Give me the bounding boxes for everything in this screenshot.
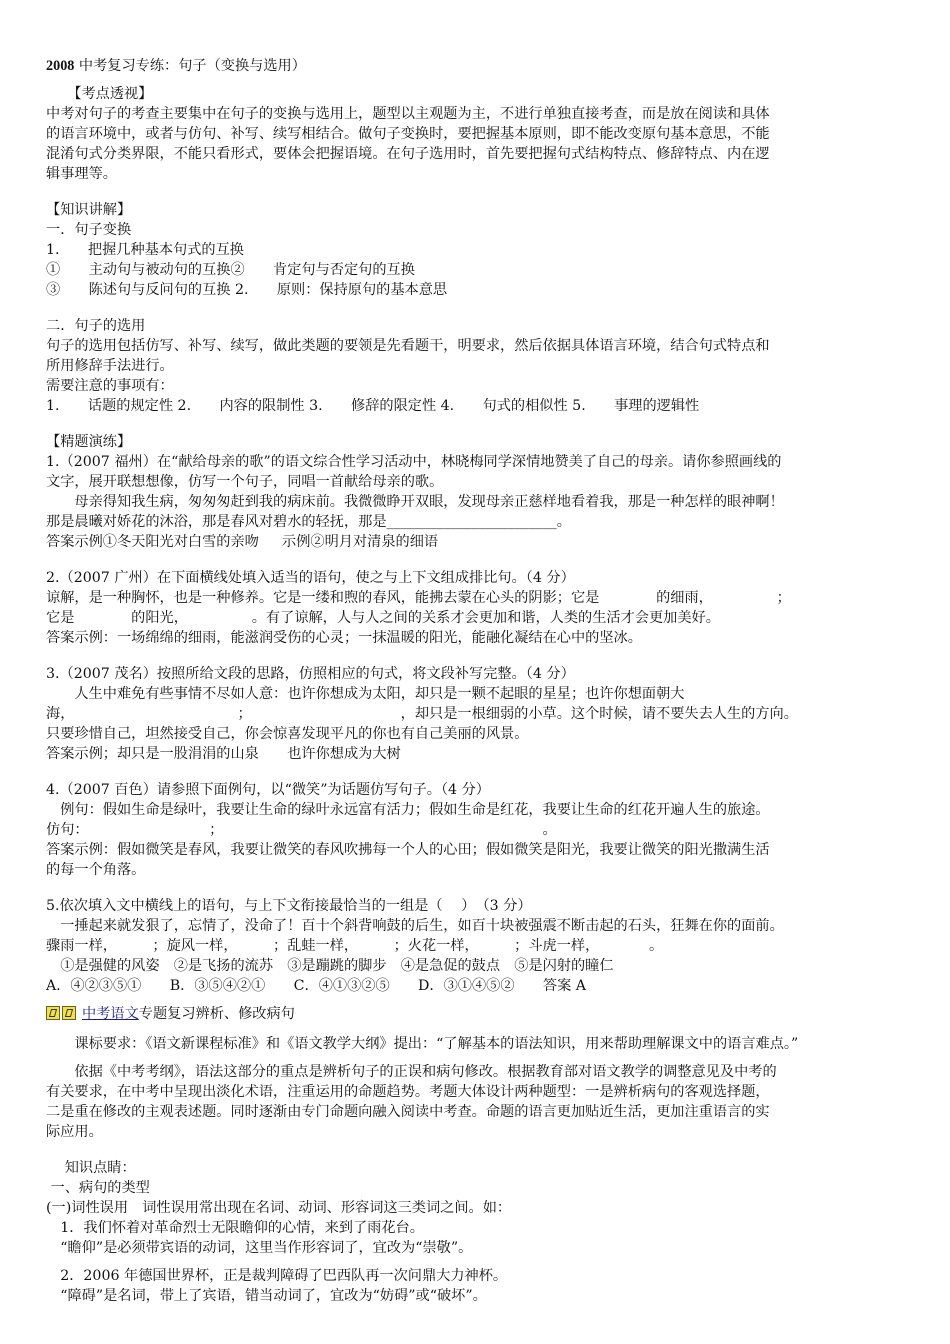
question-1-line: 母亲得知我生病，匆匆匆赶到我的病床前。我微微睁开双眼，发现母亲正慈样地看着我，那是一种怎样的眼神啊！	[46, 494, 784, 510]
question-2-line: 它是 的阳光， 。有了谅解，人与人之间的关系才会更加和谐，人类的生活才会更加美好。	[46, 610, 720, 626]
pencil-icon	[62, 1006, 76, 1020]
bingju-heading	[46, 1004, 908, 1026]
title-text: 中考复习专练：句子（变换与选用）	[78, 58, 306, 74]
title-year: 2008	[46, 58, 75, 74]
yiju-line: 二是重在修改的主观表述题。同时逐渐由专门命题向融入阅读中考查。命题的语言更加贴近生活，更加注重语言的实	[46, 1104, 770, 1120]
question-3-line: 人生中难免有些事情不尽如人意：也许你想成为太阳，却只是一颗不起眼的星星；也许你想面朝大	[46, 686, 685, 702]
yiju-line: 依据《中考考纲》，语法这部分的重点是辨析句子的正误和病句修改。根据教育部对语文教学的调整意见及中考的	[46, 1064, 777, 1080]
dianjing-line: (一)词性误用 词性误用常出现在名词、动词、形容词这三类词之间。如：	[46, 1200, 512, 1216]
yiju-line: 有关要求，在中考中呈现出淡化术语，注重运用的命题趋势。考题大体设计两种题型：一是辨析病句的客观选择题，	[46, 1084, 770, 1100]
kaodian-line: 的语言环境中，或者与仿句、补写、续写相结合。做句子变换时，要把握基本原则，即不能改变原句基本意思，不能	[46, 126, 770, 142]
dianjing-line: 知识点睛：	[46, 1160, 136, 1176]
kaodian-line: 辑事理等。	[46, 166, 117, 182]
question-5-line: 骤雨一样， ；旋风一样， ；乱蛙一样， ；火花一样， ；斗虎一样， 。	[46, 938, 664, 954]
question-2-line: 2.（2007 广州）在下面横线处填入适当的语句，使之与上下文组成排比句。（4 分）	[46, 570, 575, 586]
pencil-icon	[46, 1006, 60, 1020]
example-2-line: 2．2006 年德国世界杯，正是裁判障碍了巴西队再一次问鼎大力神杯。	[46, 1268, 508, 1284]
question-5-options: ①是强健的风姿 ②是飞扬的流苏 ③是蹦跳的脚步 ④是急促的鼓点 ⑤是闪射的瞳仁	[46, 958, 614, 974]
question-2-answer: 答案示例：一场绵绵的细雨，能滋润受伤的心灵；一抹温暖的阳光，能融化凝结在心中的坚冰。	[46, 630, 642, 646]
question-4-line: 例句：假如生命是绿叶，我要让生命的绿叶永远富有活力；假如生命是红花，我要让生命的红花开遍人生的旅途。	[46, 802, 770, 818]
bingju-heading-text: 专题复习辨析、修改病句	[138, 1006, 295, 1022]
question-1-line: 文字，展开联想想像，仿写一个句子，同唱一首献给母亲的歌。	[46, 474, 444, 490]
question-3-line: 海， ； ，却只是一根细弱的小草。这个时候，请不要失去人生的方向。	[46, 706, 798, 722]
dianjing-line: 一、病句的类型	[46, 1180, 150, 1196]
question-5-choices: A．④②③⑤① B．③⑤④②① C．④①③②⑤ D．③①④⑤② 答案 A	[46, 978, 587, 994]
yiju-line: 际应用。	[46, 1124, 103, 1140]
question-4-line: 4.（2007 百色）请参照下面例句，以“微笑”为话题仿写句子。（4 分）	[46, 782, 490, 798]
xuanyong-line: 1. 话题的规定性 2. 内容的限制性 3. 修辞的限定性 4. 句式的相似性 5. 事理的逻辑性	[46, 398, 700, 414]
question-1-line: 那是晨曦对娇花的沐浴，那是春风对碧水的轻抚，那是________________________。	[46, 514, 571, 530]
dianjing-line: “瞻仰”是必须带宾语的动词，这里当作形容词了，宜改为“崇敬”。	[46, 1240, 473, 1256]
question-5-line: 一捶起来就发狠了，忘情了，没命了！百十个斜背响鼓的后生，如百十块被强震不断击起的石头，狂舞在你的面前。	[46, 918, 784, 934]
xuanyong-line: 二．句子的选用	[46, 318, 146, 334]
edit-icon-pair	[46, 1006, 78, 1026]
question-3-line: 只要珍惜自己，坦然接受自己，你会惊喜发现平凡的你也有自己美丽的风景。	[46, 726, 529, 742]
zhishi-heading: 【知识讲解】	[46, 202, 132, 218]
kaodian-line: 混淆句式分类界限，不能只看形式，要体会把握语境。在句子选用时，首先要把握句式结构特点、修辞特点、内在逻	[46, 146, 770, 162]
jingti-heading: 【精题演练】	[46, 434, 132, 450]
question-3-line: 3.（2007 茂名）按照所给文段的思路，仿照相应的句式，将文段补写完整。（4 分）	[46, 666, 575, 682]
question-3-answer: 答案示例；却只是一股涓涓的山泉 也许你想成为大树	[46, 746, 401, 762]
bianhuan-line: 1. 把握几种基本句式的互换	[46, 242, 244, 258]
kaodian-line: 中考对句子的考查主要集中在句子的变换与选用上，题型以主观题为主，不进行单独直接考查，而是放在阅读和具体	[46, 106, 770, 122]
kebiao-line: 课标要求：《语文新课程标准》和《语文教学大纲》提出：“了解基本的语法知识，用来帮助理解课文中的语言难点。”	[46, 1036, 799, 1052]
question-4-answer: 的每一个角落。	[46, 862, 146, 878]
doc-title	[46, 56, 908, 76]
zhongkao-yuwen-link[interactable]: 中考语文	[82, 1006, 139, 1022]
kaodian-heading: 【考点透视】	[46, 86, 153, 102]
dianjing-line: 1．我们怀着对革命烈士无限瞻仰的心情，来到了雨花台。	[46, 1220, 424, 1236]
question-2-line: 谅解，是一种胸怀，也是一种修养。它是一缕和煦的春风，能拂去蒙在心头的阴影；它是 的细雨， ；	[46, 590, 791, 606]
question-1-line: 1.（2007 福州）在“献给母亲的歌”的语文综合性学习活动中，林晓梅同学深情地赞美了自己的母亲。请你参照画线的	[46, 454, 782, 470]
bianhuan-line: ① 主动句与被动句的互换② 肯定句与否定句的互换	[46, 262, 415, 278]
xuanyong-line: 句子的选用包括仿写、补写、续写，做此类题的要领是先看题干，明要求，然后依据具体语言环境，结合句式特点和	[46, 338, 770, 354]
question-4-line: 仿句： ； 。	[46, 822, 557, 838]
example-2-line: “障碍”是名词，带上了宾语，错当动词了，宜改为“妨碍”或“破坏”。	[46, 1288, 487, 1304]
document-page	[46, 56, 908, 1306]
bianhuan-line: ③ 陈述句与反问句的互换 2. 原则：保持原句的基本意思	[46, 282, 448, 298]
xuanyong-line: 需要注意的事项有：	[46, 378, 174, 394]
question-5-line: 5.依次填入文中横线上的语句，与上下文衔接最恰当的一组是（ ） （3 分）	[46, 898, 532, 914]
question-1-answer: 答案示例①冬天阳光对白雪的亲吻 示例②明月对清泉的细语	[46, 534, 439, 550]
xuanyong-line: 所用修辞手法进行。	[46, 358, 174, 374]
bianhuan-line: 一．句子变换	[46, 222, 132, 238]
question-4-answer: 答案示例：假如微笑是春风，我要让微笑的春风吹拂每一个人的心田；假如微笑是阳光，我要让微笑的阳光撒满生活	[46, 842, 770, 858]
